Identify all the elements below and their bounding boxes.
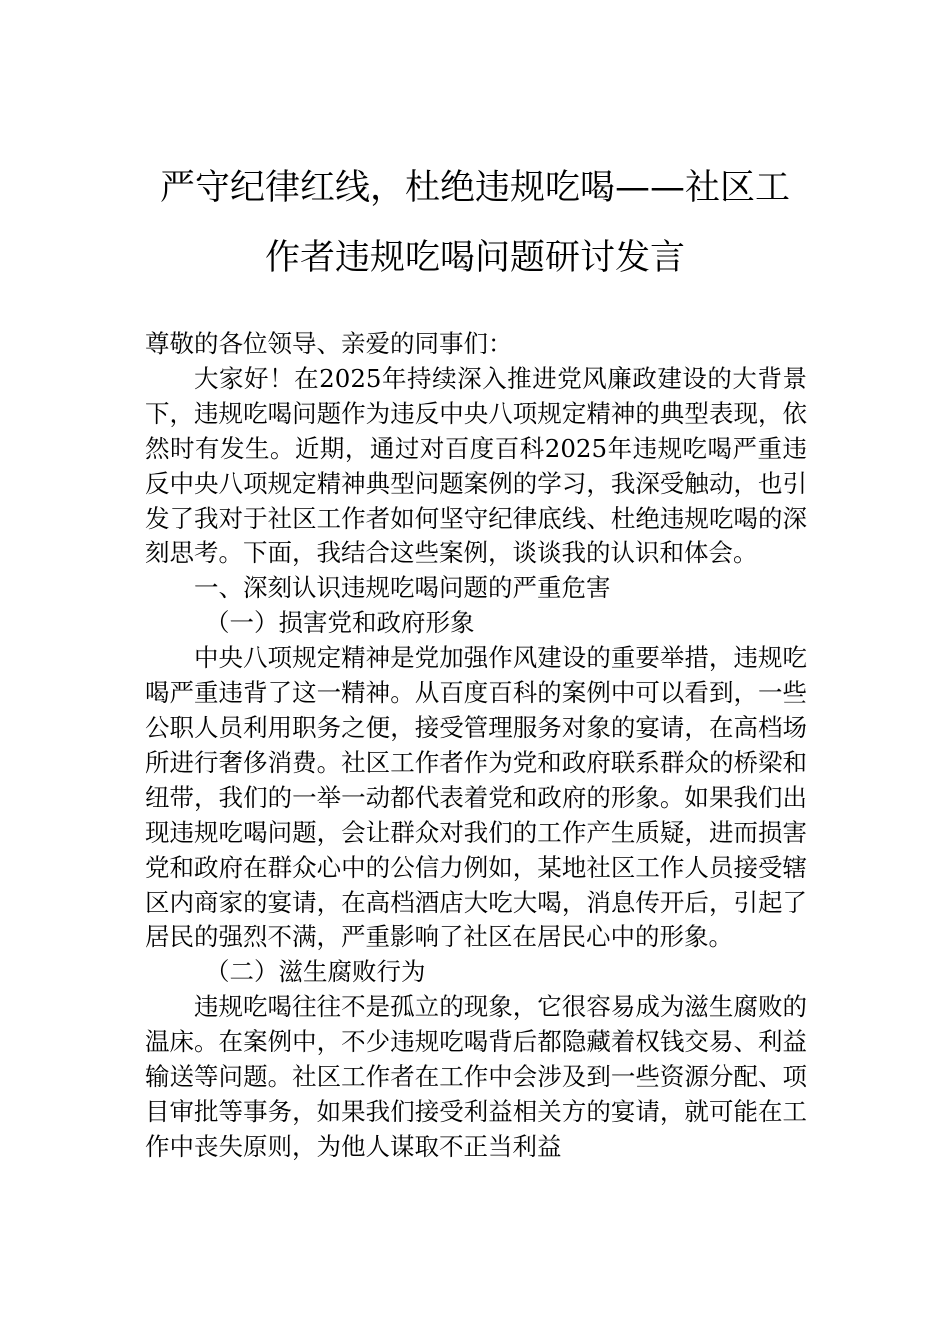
intro-paragraph: 大家好！在2025年持续深入推进党风廉政建设的大背景下，违规吃喝问题作为违反中央八项规定精神的典型表现，依然时有发生。近期，通过对百度百科2025年违规吃喝严重违反中央八项规定精神典型问题案例的学习，我深受触动，也引发了我对于社区工作者如何坚守纪律底线、杜绝违规吃喝的深刻思考。下面，我结合这些案例，谈谈我的认识和体会。 [145, 363, 807, 568]
document-title-line-1: 严守纪律红线，杜绝违规吃喝——社区工 [159, 168, 790, 208]
subsection-2-heading: （二）滋生腐败行为 [205, 957, 426, 987]
document-body [145, 327, 807, 1165]
subsection-1-heading: （一）损害党和政府形象 [205, 608, 475, 638]
document-title-line-2: 作者违规吃喝问题研讨发言 [264, 238, 685, 278]
subsection-2-paragraph: 违规吃喝往往不是孤立的现象，它很容易成为滋生腐败的温床。在案例中，不少违规吃喝背后都隐藏着权钱交易、利益输送等问题。社区工作者在工作中会涉及到一些资源分配、项目审批等事务，如果我们接受利益相关方的宴请，就可能在工作中丧失原则，为他人谋取不正当利益 [145, 992, 807, 1161]
salutation: 尊敬的各位领导、亲爱的同事们： [145, 329, 513, 358]
subsection-1-paragraph: 中央八项规定精神是党加强作风建设的重要举措，违规吃喝严重违背了这一精神。从百度百科的案例中可以看到，一些公职人员利用职务之便，接受管理服务对象的宴请，在高档场所进行奢侈消费。社区工作者作为党和政府联系群众的桥梁和纽带，我们的一举一动都代表着党和政府的形象。如果我们出现违规吃喝问题，会让群众对我们的工作产生质疑，进而损害党和政府在群众心中的公信力例如，某地社区工作人员接受辖区内商家的宴请，在高档酒店大吃大喝，消息传开后，引起了居民的强烈不满，严重影响了社区在居民心中的形象。 [145, 643, 807, 952]
section-1-heading: 一、深刻认识违规吃喝问题的严重危害 [194, 573, 611, 603]
